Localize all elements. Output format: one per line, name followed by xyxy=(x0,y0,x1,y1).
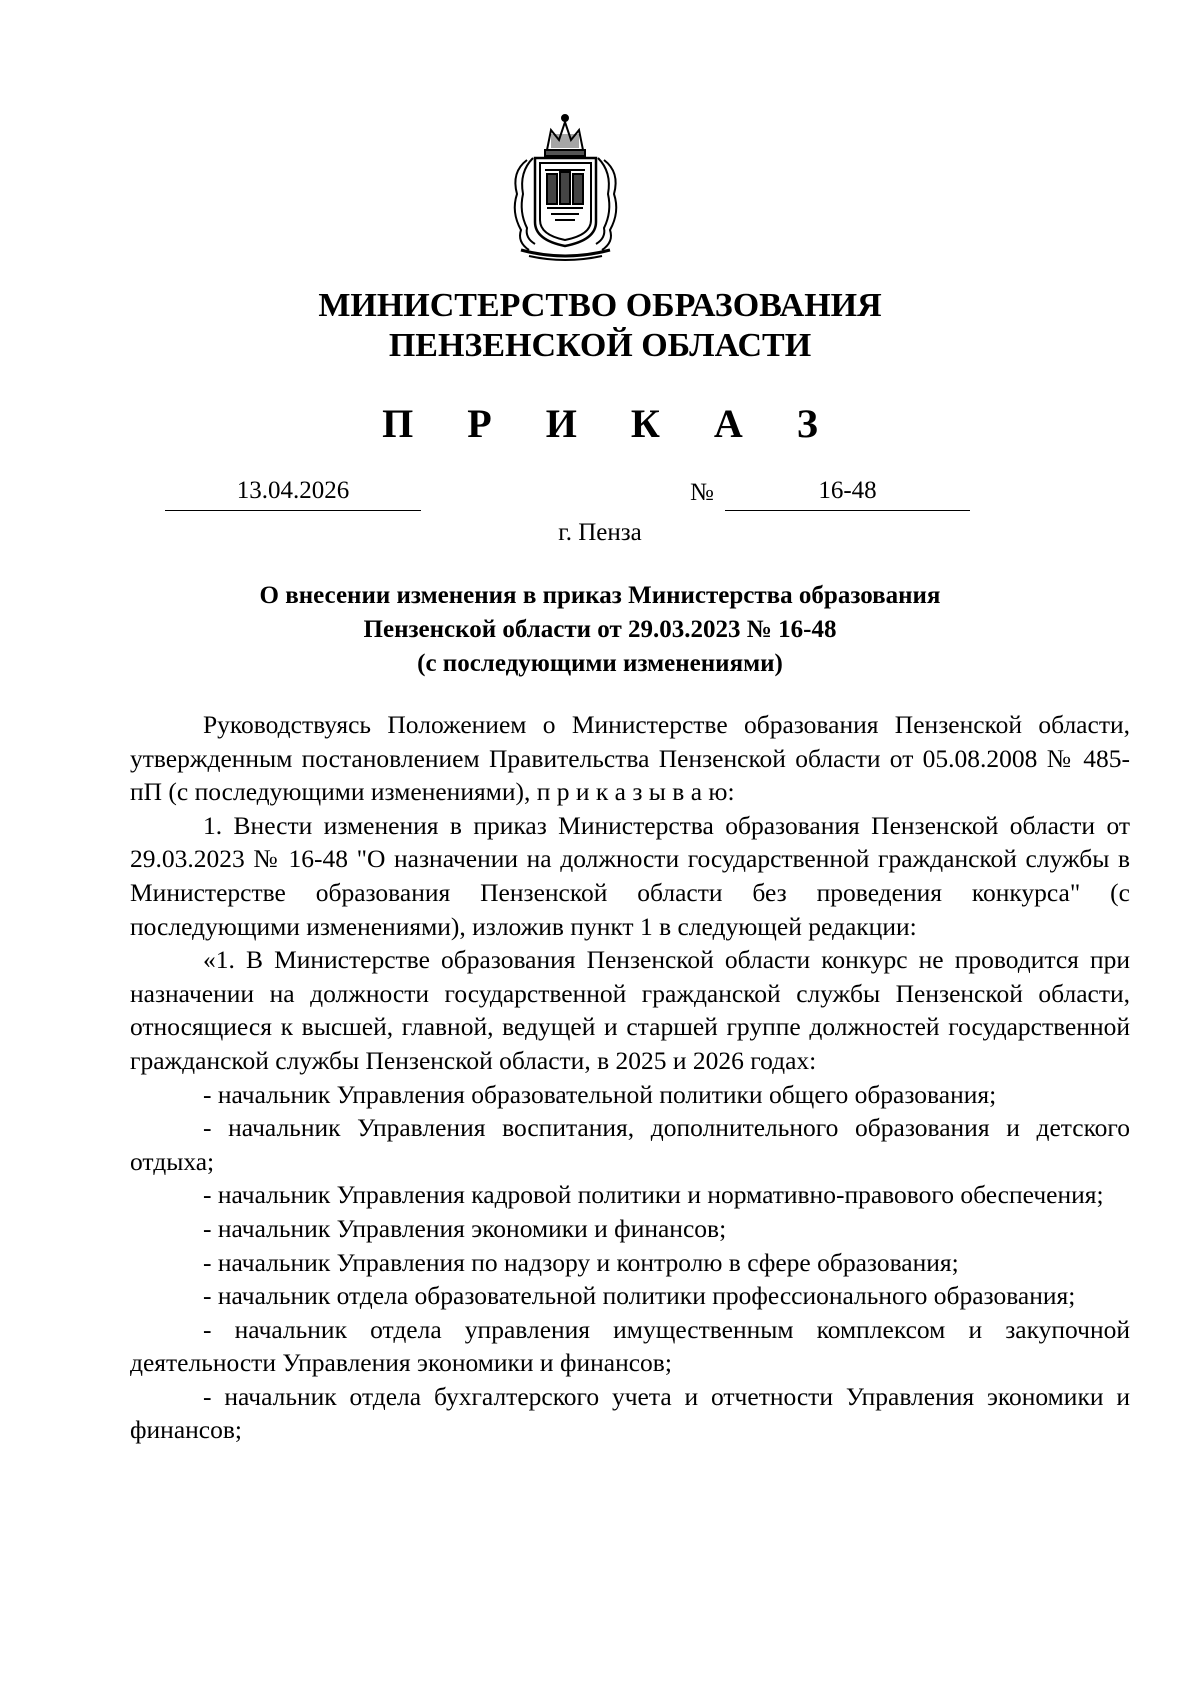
number-sign: № xyxy=(690,479,714,506)
subject-line3: (с последующими изменениями) xyxy=(417,650,783,677)
list-item: - начальник Управления кадровой политики и нормативно-правового обеспечения; xyxy=(203,1180,1104,1210)
list-item: - начальник отдела образовательной политики профессионального образования; xyxy=(203,1281,1076,1311)
body-paragraph: 1. Внести изменения в приказ Министерства образования Пензенской области от 29.03.2023 № 16-48 "О назначении на должности государственной гражданской службы в Министерстве образования Пензенской области без проведения конкурса" (с последующими изменениями), изложив пункт 1 в следующей редакции: xyxy=(130,810,1130,941)
body-paragraph: Руководствуясь Положением о Министерстве образования Пензенской области, утвержденным постановлением Правительства Пензенской области от 05.08.2008 № 485-пП (с последующими изменениями), п р и к а з ы в а ю: xyxy=(130,710,1130,807)
list-item: - начальник Управления экономики и финансов; xyxy=(203,1213,727,1243)
document-date: 13.04.2026 xyxy=(165,474,421,511)
ministry-name-line2: ПЕНЗЕНСКОЙ ОБЛАСТИ xyxy=(388,327,812,364)
ministry-name-line1: МИНИСТЕРСТВО ОБРАЗОВАНИЯ xyxy=(318,287,882,324)
document-body xyxy=(130,708,1130,1447)
document-subject xyxy=(0,579,1200,681)
subject-line2: Пензенской области от 29.03.2023 № 16-48 xyxy=(363,616,837,643)
body-paragraph: «1. В Министерстве образования Пензенской области конкурс не проводится при назначении на должности государственной гражданской службы Пензенской области, относящиеся к высшей, главной, ведущей и старшей группе должностей государственной гражданской службы Пензенской области, в 2025 и 2026 годах: xyxy=(130,945,1130,1075)
document-type-title: П Р И К А З xyxy=(382,401,840,446)
coat-of-arms-emblem xyxy=(507,112,624,262)
list-item: - начальник отдела бухгалтерского учета и отчетности Управления экономики и финансов; xyxy=(130,1381,1130,1445)
list-item: - начальник Управления воспитания, дополнительного образования и детского отдыха; xyxy=(130,1113,1130,1176)
subject-line1: О внесении изменения в приказ Министерства образования xyxy=(259,582,941,609)
ministry-name xyxy=(0,286,1200,366)
list-item: - начальник Управления образовательной политики общего образования; xyxy=(203,1079,997,1109)
list-item: - начальник Управления по надзору и контролю в сфере образования; xyxy=(203,1247,959,1277)
city-name: г. Пенза xyxy=(558,519,642,546)
document-number: 16-48 xyxy=(725,474,970,511)
list-item: - начальник отдела управления имущественным комплексом и закупочной деятельности Управления экономики и финансов; xyxy=(130,1314,1130,1378)
